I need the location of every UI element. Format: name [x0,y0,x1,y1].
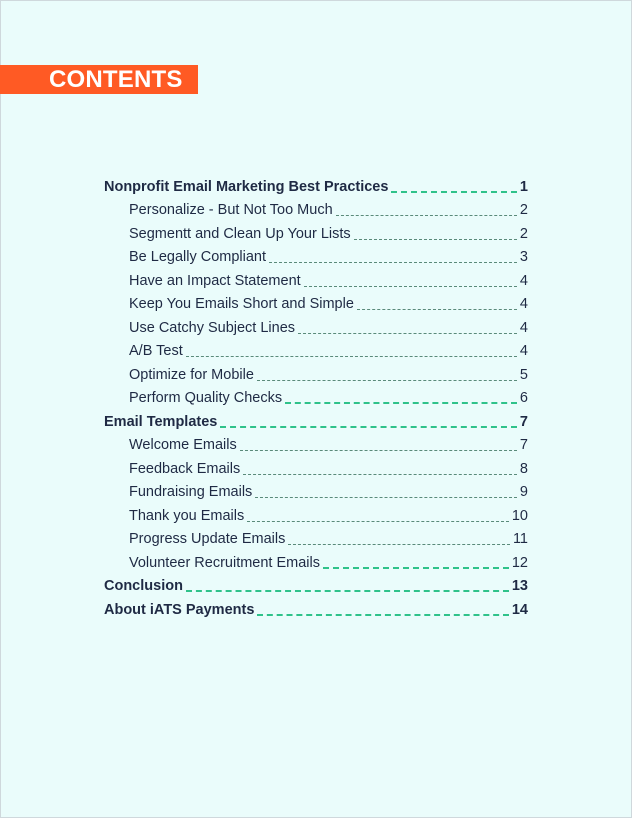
toc-section-entry[interactable] [104,172,528,196]
toc-page-number: 4 [519,343,528,359]
toc-entry-label: Progress Update Emails [129,531,286,547]
toc-subsection-entry[interactable] [104,360,528,384]
toc-dot-leader [269,262,517,263]
toc-subsection-entry[interactable] [104,548,528,572]
toc-dot-leader [240,450,517,451]
toc-entry-label: Feedback Emails [129,460,241,477]
toc-entry-label: Optimize for Mobile [129,366,254,383]
toc-page-number: 7 [519,413,528,430]
toc-page-number: 2 [519,202,528,218]
toc-subsection-entry[interactable] [104,431,528,455]
toc-subsection-entry[interactable] [104,384,528,408]
toc-entry-label: Email Templates [104,413,218,430]
toc-entry-label: Fundraising Emails [129,484,253,500]
toc-dot-leader [257,380,517,381]
toc-entry-label: Volunteer Recruitment Emails [129,554,320,571]
toc-dot-leader [257,614,508,616]
toc-subsection-entry[interactable] [104,266,528,290]
toc-page-number: 4 [519,319,528,336]
toc-subsection-entry[interactable] [104,313,528,337]
toc-dot-leader [186,356,517,357]
toc-dot-leader [298,333,517,334]
toc-page-number: 13 [511,578,528,594]
toc-page-number: 6 [519,390,528,406]
toc-entry-label: Welcome Emails [129,437,237,453]
table-of-contents [104,172,528,619]
toc-subsection-entry[interactable] [104,501,528,525]
toc-dot-leader [354,239,517,240]
toc-dot-leader [304,286,517,287]
toc-page-number: 14 [511,601,528,618]
toc-entry-label: Nonprofit Email Marketing Best Practices [104,178,389,195]
toc-entry-label: Have an Impact Statement [129,272,301,289]
toc-page-number: 5 [519,366,528,383]
toc-dot-leader [255,497,517,498]
toc-subsection-entry[interactable] [104,196,528,220]
toc-dot-leader [186,590,509,592]
toc-entry-label: Segmentt and Clean Up Your Lists [129,225,351,242]
toc-entry-label: About iATS Payments [104,601,255,618]
toc-entry-label: Personalize - But Not Too Much [129,202,333,218]
toc-page-number: 1 [519,178,528,195]
toc-page-number: 3 [519,249,528,265]
toc-page-number: 9 [519,484,528,500]
toc-page-number: 12 [511,554,528,571]
toc-dot-leader [336,215,517,216]
toc-subsection-entry[interactable] [104,337,528,361]
toc-entry-label: Thank you Emails [129,507,245,524]
toc-page-number: 11 [512,531,528,547]
toc-section-entry[interactable] [104,572,528,596]
toc-section-entry[interactable] [104,595,528,619]
toc-subsection-entry[interactable] [104,290,528,314]
toc-entry-label: Perform Quality Checks [129,390,283,406]
toc-dot-leader [357,309,517,310]
toc-entry-label: A/B Test [129,343,183,359]
toc-entry-label: Conclusion [104,578,183,594]
toc-dot-leader [391,191,516,193]
toc-dot-leader [247,521,509,522]
toc-subsection-entry[interactable] [104,243,528,267]
toc-page-number: 10 [511,507,528,524]
toc-subsection-entry[interactable] [104,478,528,502]
toc-page-number: 8 [519,460,528,477]
toc-dot-leader [323,567,509,569]
toc-dot-leader [285,402,517,404]
toc-dot-leader [288,544,510,545]
toc-entry-label: Use Catchy Subject Lines [129,319,296,336]
toc-subsection-entry[interactable] [104,454,528,478]
toc-section-entry[interactable] [104,407,528,431]
page-title: CONTENTS [49,66,183,93]
toc-subsection-entry[interactable] [104,525,528,549]
toc-page-number: 7 [519,437,528,453]
toc-page-number: 2 [519,225,528,242]
toc-page-number: 4 [519,296,528,312]
toc-dot-leader [220,426,517,428]
toc-subsection-entry[interactable] [104,219,528,243]
toc-entry-label: Keep You Emails Short and Simple [129,296,354,312]
toc-dot-leader [243,474,517,475]
toc-page-number: 4 [519,272,528,289]
toc-entry-label: Be Legally Compliant [129,249,267,265]
